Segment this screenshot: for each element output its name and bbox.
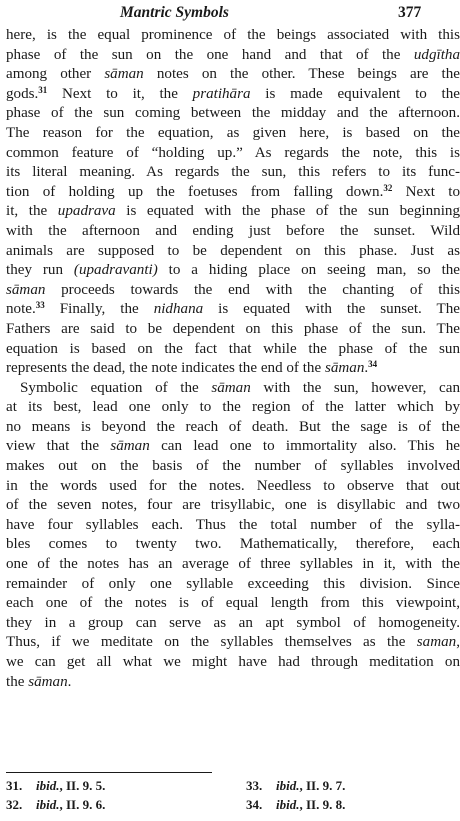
text-line bbox=[6, 85, 460, 105]
text-run: . bbox=[67, 673, 72, 690]
text-line bbox=[6, 673, 460, 693]
text-run: is equated with the phase of the sun beginning bbox=[115, 203, 460, 220]
text-line bbox=[6, 144, 460, 164]
text-line bbox=[6, 379, 460, 399]
text-line bbox=[6, 633, 460, 653]
footnote-ibid: ibid. bbox=[36, 797, 60, 812]
text-run: to a hiding place on seeing man, so the bbox=[157, 262, 460, 279]
footnote bbox=[6, 797, 105, 813]
text-run: common feature of “holding up.” As regards the note, this is bbox=[6, 144, 460, 161]
text-run: The reason for the equation, as given here, is based on the bbox=[6, 124, 460, 141]
text-line bbox=[6, 340, 460, 360]
footnote-marker: 34 bbox=[368, 359, 378, 370]
text-run: is made equivalent to the bbox=[250, 85, 460, 102]
text-run: here, is the equal prominence of the beings associated with this bbox=[6, 27, 460, 43]
italic-term: sāman bbox=[211, 379, 251, 396]
text-line bbox=[6, 183, 460, 203]
text-run: the bbox=[6, 673, 29, 690]
text-run: no means is beyond the reach of death. But the sage is of the bbox=[6, 418, 460, 435]
text-line bbox=[6, 575, 460, 595]
text-line bbox=[6, 594, 460, 614]
text-run: makes out on the basis of the number of syllables involved bbox=[6, 458, 460, 475]
text-line bbox=[6, 261, 460, 281]
text-run: we can get all what we might have had through meditation on bbox=[6, 654, 460, 670]
footnote-ibid: ibid. bbox=[36, 778, 60, 793]
footnote-reference: , II. 9. 5. bbox=[59, 778, 106, 793]
text-line bbox=[6, 516, 460, 536]
text-line bbox=[6, 163, 460, 183]
text-run: of the seven notes, four are trisyllabic, one is disyllabic and two bbox=[6, 497, 460, 514]
text-line bbox=[6, 242, 460, 262]
footnote-number: 32. bbox=[6, 797, 23, 812]
text-line bbox=[6, 555, 460, 575]
text-run: , bbox=[456, 634, 460, 651]
text-run: can lead one to immortality also. This he bbox=[149, 438, 460, 455]
text-run: proceeds towards the end with the chanting of this bbox=[45, 281, 460, 298]
text-line bbox=[6, 535, 460, 555]
text-run: notes on the other. These beings are the bbox=[143, 66, 460, 83]
text-run: animals are supposed to be dependent on this phase. Just as bbox=[6, 242, 460, 259]
italic-term: sāman bbox=[28, 673, 68, 690]
footnote-reference: , II. 9. 7. bbox=[299, 778, 346, 793]
footnote-number: 33. bbox=[246, 778, 263, 793]
italic-term: sāman bbox=[6, 281, 46, 298]
footnote bbox=[246, 797, 345, 813]
text-run: Finally, the bbox=[44, 301, 154, 318]
text-run: equation is based on the fact that while the phase of the sun bbox=[6, 340, 460, 357]
page-header bbox=[0, 4, 460, 26]
text-line bbox=[6, 359, 460, 379]
footnote-marker: 31 bbox=[38, 84, 48, 95]
footnote-marker: 32 bbox=[383, 182, 393, 193]
text-run: represents the dead, the note indicates the end of the bbox=[6, 360, 325, 377]
text-run: each one of the notes is of equal length from this viewpoint, bbox=[6, 595, 460, 612]
text-line bbox=[6, 457, 460, 477]
footnote-ibid: ibid. bbox=[276, 778, 300, 793]
text-line bbox=[6, 222, 460, 242]
footnote-marker: 33 bbox=[35, 300, 45, 311]
text-run: its literal meaning. As regards the sun, this refers to its func- bbox=[6, 164, 460, 181]
text-run: view that the bbox=[6, 438, 111, 455]
text-line bbox=[6, 496, 460, 516]
italic-term: nidhana bbox=[153, 301, 204, 318]
text-line bbox=[6, 26, 460, 46]
text-line bbox=[6, 418, 460, 438]
text-line bbox=[6, 477, 460, 497]
text-line bbox=[6, 320, 460, 340]
text-run: in the words used for the notes. Needless to observe that out bbox=[6, 477, 460, 494]
text-line bbox=[6, 65, 460, 85]
text-run: note. bbox=[6, 301, 36, 318]
footnote-number: 34. bbox=[246, 797, 263, 812]
text-line bbox=[6, 614, 460, 634]
italic-term: sāman bbox=[324, 360, 365, 377]
text-run: with the afternoon and ending just before the sunset. Wild bbox=[6, 222, 460, 239]
text-line bbox=[6, 46, 460, 66]
text-run: Thus, if we meditate on the syllables themselves as the bbox=[6, 634, 417, 651]
footnote-ibid: ibid. bbox=[276, 797, 300, 812]
text-run: Symbolic equation of the bbox=[20, 379, 212, 396]
text-line bbox=[6, 202, 460, 222]
footnote-rule bbox=[6, 772, 212, 773]
body-text bbox=[6, 26, 460, 692]
text-run: among other bbox=[6, 66, 105, 83]
text-line bbox=[6, 281, 460, 301]
footnote-reference: , II. 9. 6. bbox=[59, 797, 106, 812]
italic-term: saman bbox=[416, 634, 457, 651]
text-run: at its best, lead one only to the region of the latter which by bbox=[6, 399, 460, 416]
text-run: they run bbox=[6, 262, 74, 279]
footnote-number: 31. bbox=[6, 778, 23, 793]
text-run: phase of the sun coming between the midday and the afternoon. bbox=[6, 105, 460, 122]
italic-term: sāman bbox=[110, 438, 150, 455]
text-line bbox=[6, 398, 460, 418]
text-run: phase of the sun on the one hand and that of the bbox=[6, 46, 414, 63]
text-run: Next to bbox=[392, 183, 460, 200]
italic-term: sāman bbox=[104, 66, 144, 83]
italic-term: (upadravanti) bbox=[73, 262, 158, 279]
text-line bbox=[6, 300, 460, 320]
footnote bbox=[246, 778, 345, 794]
page-number: 377 bbox=[398, 4, 422, 21]
text-line bbox=[6, 104, 460, 124]
text-run: it, the bbox=[6, 203, 58, 220]
text-run: bles comes to twenty two. Mathematically, therefore, each bbox=[6, 536, 460, 553]
text-run: with the sun, however, can bbox=[250, 379, 460, 396]
text-run: tion of holding up the foetuses from falling down. bbox=[6, 183, 384, 200]
text-run: gods. bbox=[6, 85, 39, 102]
text-run: is equated with the sunset. The bbox=[203, 301, 460, 318]
running-title: Mantric Symbols bbox=[120, 4, 229, 21]
text-run: Next to it, the bbox=[47, 85, 193, 102]
text-line bbox=[6, 437, 460, 457]
text-line bbox=[6, 653, 460, 673]
text-line bbox=[6, 124, 460, 144]
italic-term: pratihāra bbox=[192, 85, 251, 102]
text-run: have four syllables each. Thus the total number of the sylla- bbox=[6, 516, 460, 533]
italic-term: upadrava bbox=[57, 203, 116, 220]
text-run: one of the notes has an average of three syllables in it, with the bbox=[6, 556, 460, 573]
footnote-reference: , II. 9. 8. bbox=[299, 797, 346, 812]
footnote bbox=[6, 778, 105, 794]
text-run: they in a group can serve as an apt symbol of homogeneity. bbox=[6, 614, 460, 631]
text-run: . bbox=[364, 360, 369, 377]
text-run: remainder of only one syllable exceeding this division. Since bbox=[6, 575, 460, 592]
text-run: Fathers are said to be dependent on this phase of the sun. The bbox=[6, 320, 460, 337]
italic-term: udgītha bbox=[413, 46, 460, 63]
